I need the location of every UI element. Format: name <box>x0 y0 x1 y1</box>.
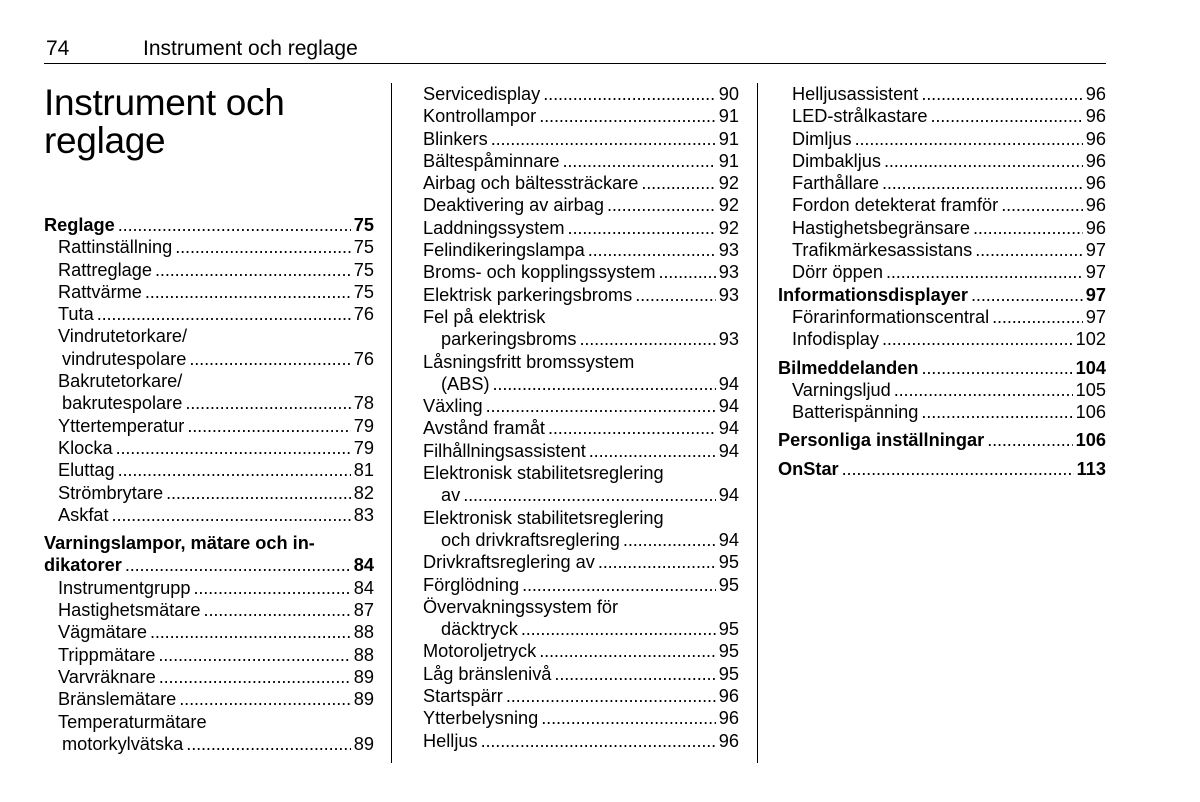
toc-section-entry[interactable]: Bilmeddelanden . . . 104 <box>778 357 1106 379</box>
toc-entry[interactable]: Avstånd framåt . . . 94 <box>423 417 739 439</box>
toc-entry[interactable]: Bränslemätare . . . 89 <box>44 688 374 710</box>
toc-entry-wrap-line: Temperaturmätare <box>58 711 207 732</box>
toc-entry-wrap-line: Elektronisk stabilitetsreglering <box>423 507 664 528</box>
toc-entry[interactable]: vindrutespolare . . . 76 <box>44 348 374 370</box>
toc-entry[interactable]: Hastighetsmätare . . . 87 <box>44 599 374 621</box>
toc-entry[interactable]: Förglödning . . . 95 <box>423 574 739 596</box>
toc-entry[interactable]: LED-strålkastare . . . 96 <box>778 105 1106 127</box>
toc-entry[interactable]: Infodisplay . . . 102 <box>778 328 1106 350</box>
toc-entry[interactable]: Servicedisplay . . . 90 <box>423 83 739 105</box>
page-number: 74 <box>46 37 70 60</box>
toc-entry[interactable]: bakrutespolare . . . 78 <box>44 392 374 414</box>
toc-entry[interactable]: Låg bränslenivå . . . 95 <box>423 663 739 685</box>
chapter-title-line1: Instrument och <box>44 82 285 123</box>
toc-entry[interactable]: Filhållningsassistent . . . 94 <box>423 440 739 462</box>
toc-entry[interactable]: Laddningssystem . . . 92 <box>423 217 739 239</box>
toc-entry[interactable]: Rattvärme . . . 75 <box>44 281 374 303</box>
toc-entry[interactable]: Trafikmärkesassistans . . . 97 <box>778 239 1106 261</box>
toc-entry[interactable]: Bältespåminnare . . . 91 <box>423 150 739 172</box>
toc-entry[interactable]: Hastighetsbegränsare . . . 96 <box>778 217 1106 239</box>
toc-entry[interactable]: Fordon detekterat framför . . . 96 <box>778 194 1106 216</box>
toc-entry[interactable]: och drivkraftsreglering . . . 94 <box>423 529 739 551</box>
toc-section-entry[interactable]: Reglage . . . 75 <box>44 214 374 236</box>
toc-entry[interactable]: Strömbrytare . . . 82 <box>44 482 374 504</box>
running-title: Instrument och reglage <box>143 37 358 60</box>
column-divider <box>391 83 392 763</box>
toc-entry[interactable]: Vägmätare . . . 88 <box>44 621 374 643</box>
toc-entry-wrap-line: Fel på elektrisk <box>423 306 546 327</box>
toc-section-entry[interactable]: Personliga inställningar . . . 106 <box>778 429 1106 451</box>
toc-section-entry[interactable]: dikatorer . . . 84 <box>44 554 374 576</box>
toc-entry[interactable]: Startspärr . . . 96 <box>423 685 739 707</box>
toc-entry-wrap-line: Bakrutetorkare/ <box>58 371 183 392</box>
toc-entry[interactable]: Ytterbelysning . . . 96 <box>423 707 739 729</box>
toc-entry[interactable]: Tuta . . . 76 <box>44 303 374 325</box>
toc-entry[interactable]: Varningsljud . . . 105 <box>778 379 1106 401</box>
toc-entry[interactable]: Askfat . . . 83 <box>44 504 374 526</box>
toc-entry[interactable]: Dimbakljus . . . 96 <box>778 150 1106 172</box>
toc-entry[interactable]: Rattreglage . . . 75 <box>44 259 374 281</box>
toc-entry[interactable]: Dimljus . . . 96 <box>778 128 1106 150</box>
toc-entry[interactable]: däcktryck . . . 95 <box>423 618 739 640</box>
toc-entry[interactable]: Yttertemperatur . . . 79 <box>44 415 374 437</box>
toc-section-entry[interactable]: OnStar . . . 113 <box>778 458 1106 480</box>
toc-entry[interactable]: Batterispänning . . . 106 <box>778 401 1106 423</box>
toc-entry[interactable]: parkeringsbroms . . . 93 <box>423 328 739 350</box>
chapter-title <box>44 84 285 160</box>
toc-section-entry[interactable]: Informationsdisplayer . . . 97 <box>778 284 1106 306</box>
toc-entry[interactable]: Elektrisk parkeringsbroms . . . 93 <box>423 284 739 306</box>
toc-entry[interactable]: Farthållare . . . 96 <box>778 172 1106 194</box>
toc-entry[interactable]: Kontrollampor . . . 91 <box>423 105 739 127</box>
toc-entry[interactable]: (ABS) . . . 94 <box>423 373 739 395</box>
toc-entry[interactable]: Deaktivering av airbag . . . 92 <box>423 194 739 216</box>
toc-entry[interactable]: Rattinställning . . . 75 <box>44 236 374 258</box>
toc-column-2 <box>423 83 739 752</box>
chapter-title-line2: reglage <box>44 120 166 161</box>
toc-entry[interactable]: Klocka . . . 79 <box>44 437 374 459</box>
toc-entry[interactable]: av . . . 94 <box>423 484 739 506</box>
toc-entry[interactable]: Växling . . . 94 <box>423 395 739 417</box>
toc-entry[interactable]: Felindikeringslampa . . . 93 <box>423 239 739 261</box>
toc-column-3 <box>778 83 1106 480</box>
toc-entry-wrap-line: Vindrutetorkare/ <box>58 326 188 347</box>
toc-entry[interactable]: Trippmätare . . . 88 <box>44 644 374 666</box>
toc-entry[interactable]: Drivkraftsreglering av . . . 95 <box>423 551 739 573</box>
toc-entry-wrap-line: Låsningsfritt bromssystem <box>423 351 635 372</box>
toc-entry[interactable]: Varvräknare . . . 89 <box>44 666 374 688</box>
toc-entry[interactable]: Blinkers . . . 91 <box>423 128 739 150</box>
page-header <box>44 35 1106 64</box>
toc-entry[interactable]: Dörr öppen . . . 97 <box>778 261 1106 283</box>
toc-column-1 <box>44 214 374 755</box>
toc-entry[interactable]: motorkylvätska . . . 89 <box>44 733 374 755</box>
column-divider <box>757 83 758 763</box>
toc-entry[interactable]: Eluttag . . . 81 <box>44 459 374 481</box>
toc-entry[interactable]: Broms- och kopplingssystem . . . 93 <box>423 261 739 283</box>
toc-section-wrap-line: Varningslampor, mätare och in- <box>44 533 315 554</box>
toc-entry[interactable]: Motoroljetryck . . . 95 <box>423 640 739 662</box>
toc-entry[interactable]: Förarinformationscentral . . . 97 <box>778 306 1106 328</box>
toc-entry[interactable]: Helljus . . . 96 <box>423 730 739 752</box>
toc-entry-wrap-line: Övervakningssystem för <box>423 596 619 617</box>
toc-entry-wrap-line: Elektronisk stabilitetsreglering <box>423 463 664 484</box>
toc-entry[interactable]: Airbag och bältessträckare . . . 92 <box>423 172 739 194</box>
toc-entry[interactable]: Helljusassistent . . . 96 <box>778 83 1106 105</box>
toc-entry[interactable]: Instrumentgrupp . . . 84 <box>44 577 374 599</box>
